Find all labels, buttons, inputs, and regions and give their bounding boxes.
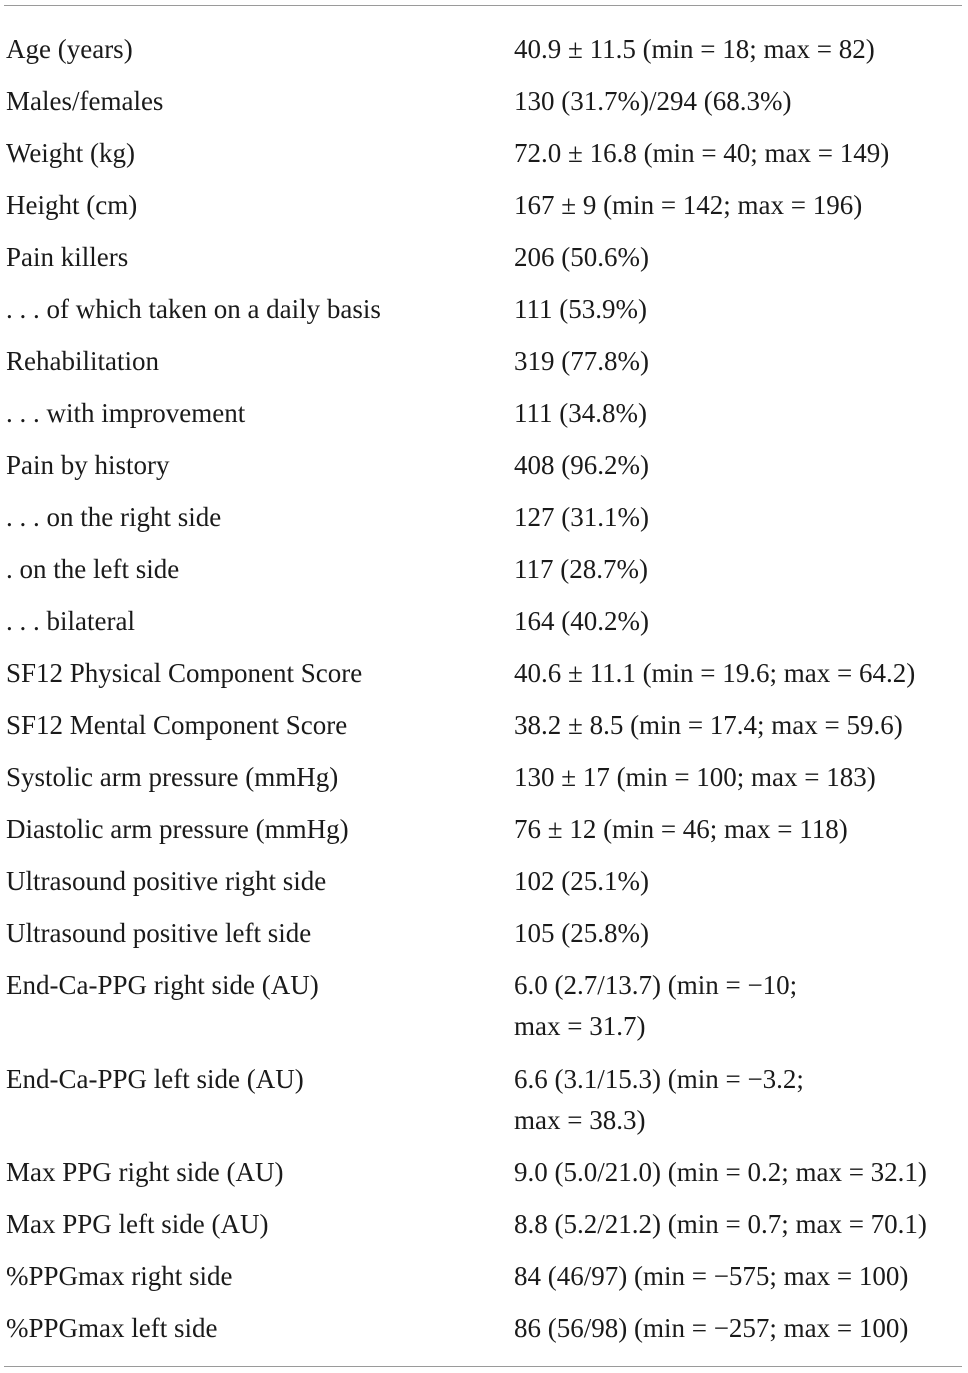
row-label: Ultrasound positive right side bbox=[6, 866, 327, 896]
row-value-line: 105 (25.8%) bbox=[514, 918, 649, 948]
row-value bbox=[514, 393, 964, 445]
row-value-line: 117 (28.7%) bbox=[514, 554, 648, 584]
row-value bbox=[514, 1308, 964, 1360]
row-value bbox=[514, 1204, 964, 1256]
row-value bbox=[514, 237, 964, 289]
row-value-line: 127 (31.1%) bbox=[514, 502, 649, 532]
row-value bbox=[514, 1256, 964, 1308]
row-value bbox=[514, 133, 964, 185]
row-value bbox=[514, 705, 964, 757]
row-value-line: 206 (50.6%) bbox=[514, 242, 649, 272]
row-label: End-Ca-PPG right side (AU) bbox=[6, 970, 319, 1000]
row-value-line: 84 (46/97) (min = −575; max = 100) bbox=[514, 1261, 909, 1291]
table-body bbox=[6, 29, 964, 1360]
row-value-line: 86 (56/98) (min = −257; max = 100) bbox=[514, 1313, 909, 1343]
row-value bbox=[514, 445, 964, 497]
row-value-line: 111 (53.9%) bbox=[514, 294, 647, 324]
row-value bbox=[514, 1152, 964, 1204]
row-label: . . . on the right side bbox=[6, 502, 222, 532]
row-label: . . . of which taken on a daily basis bbox=[6, 294, 381, 324]
table-row bbox=[6, 185, 964, 237]
row-value bbox=[514, 289, 964, 341]
row-value-line: 40.9 ± 11.5 (min = 18; max = 82) bbox=[514, 34, 875, 64]
row-label: Pain killers bbox=[6, 242, 129, 272]
row-value bbox=[514, 913, 964, 965]
row-label: SF12 Mental Component Score bbox=[6, 710, 348, 740]
row-value bbox=[514, 1059, 964, 1153]
row-value-line: 102 (25.1%) bbox=[514, 866, 649, 896]
row-value bbox=[514, 549, 964, 601]
row-value-line: 319 (77.8%) bbox=[514, 346, 649, 376]
characteristics-table bbox=[6, 29, 964, 1360]
table-row bbox=[6, 1308, 964, 1360]
row-value-line: 167 ± 9 (min = 142; max = 196) bbox=[514, 190, 863, 220]
row-value bbox=[514, 861, 964, 913]
table-row bbox=[6, 601, 964, 653]
row-label: . . . with improvement bbox=[6, 398, 246, 428]
row-label: End-Ca-PPG left side (AU) bbox=[6, 1063, 304, 1094]
table-row bbox=[6, 289, 964, 341]
row-value-line: 164 (40.2%) bbox=[514, 606, 649, 636]
table-bottom-rule bbox=[4, 1366, 962, 1367]
table-row bbox=[6, 809, 964, 861]
row-value-line: 6.6 (3.1/15.3) (min = −3.2; bbox=[514, 1063, 804, 1094]
row-label: Height (cm) bbox=[6, 190, 138, 220]
row-value bbox=[514, 341, 964, 393]
row-value-line: 130 ± 17 (min = 100; max = 183) bbox=[514, 762, 876, 792]
table-row bbox=[6, 653, 964, 705]
row-value-line: 6.0 (2.7/13.7) (min = −10; bbox=[514, 970, 798, 1000]
table-row bbox=[6, 341, 964, 393]
table-row bbox=[6, 705, 964, 757]
table-top-rule bbox=[4, 5, 962, 6]
table-row bbox=[6, 1059, 964, 1153]
table-row bbox=[6, 965, 964, 1059]
row-value-line: 38.2 ± 8.5 (min = 17.4; max = 59.6) bbox=[514, 710, 903, 740]
row-value-line: max = 31.7) bbox=[514, 1011, 646, 1041]
row-value-line: 72.0 ± 16.8 (min = 40; max = 149) bbox=[514, 138, 890, 168]
row-value-line: 130 (31.7%)/294 (68.3%) bbox=[514, 86, 792, 116]
table-row bbox=[6, 757, 964, 809]
table-row bbox=[6, 497, 964, 549]
table-row bbox=[6, 1256, 964, 1308]
row-value bbox=[514, 653, 964, 705]
table-row bbox=[6, 445, 964, 497]
row-value-line: 76 ± 12 (min = 46; max = 118) bbox=[514, 814, 848, 844]
row-value bbox=[514, 757, 964, 809]
row-label: %PPGmax left side bbox=[6, 1313, 218, 1343]
row-label: Diastolic arm pressure (mmHg) bbox=[6, 814, 349, 844]
table-row bbox=[6, 237, 964, 289]
row-value bbox=[514, 497, 964, 549]
row-value-line: 111 (34.8%) bbox=[514, 398, 647, 428]
row-value bbox=[514, 601, 964, 653]
table-row bbox=[6, 1152, 964, 1204]
row-value bbox=[514, 185, 964, 237]
row-label: . on the left side bbox=[6, 554, 180, 584]
row-value-line: 408 (96.2%) bbox=[514, 450, 649, 480]
row-value-line: max = 38.3) bbox=[514, 1104, 646, 1135]
table-row bbox=[6, 549, 964, 601]
row-value bbox=[514, 29, 964, 81]
row-value bbox=[514, 809, 964, 861]
table-row bbox=[6, 1204, 964, 1256]
row-label: Weight (kg) bbox=[6, 138, 136, 168]
table-row bbox=[6, 861, 964, 913]
table-row bbox=[6, 81, 964, 133]
row-label: Pain by history bbox=[6, 450, 170, 480]
row-label: SF12 Physical Component Score bbox=[6, 658, 363, 688]
row-label: . . . bilateral bbox=[6, 606, 135, 636]
row-label: Males/females bbox=[6, 86, 164, 116]
row-label: Max PPG right side (AU) bbox=[6, 1157, 284, 1187]
row-value-line: 9.0 (5.0/21.0) (min = 0.2; max = 32.1) bbox=[514, 1157, 927, 1187]
table-row bbox=[6, 913, 964, 965]
row-value bbox=[514, 965, 964, 1059]
row-label: %PPGmax right side bbox=[6, 1261, 233, 1291]
row-value-line: 40.6 ± 11.1 (min = 19.6; max = 64.2) bbox=[514, 658, 916, 688]
row-label: Rehabilitation bbox=[6, 346, 159, 376]
row-label: Age (years) bbox=[6, 34, 133, 64]
row-value bbox=[514, 81, 964, 133]
row-label: Ultrasound positive left side bbox=[6, 918, 312, 948]
table-row bbox=[6, 133, 964, 185]
row-label: Systolic arm pressure (mmHg) bbox=[6, 762, 339, 792]
row-label: Max PPG left side (AU) bbox=[6, 1209, 269, 1239]
table-row bbox=[6, 393, 964, 445]
table-row bbox=[6, 29, 964, 81]
row-value-line: 8.8 (5.2/21.2) (min = 0.7; max = 70.1) bbox=[514, 1209, 927, 1239]
